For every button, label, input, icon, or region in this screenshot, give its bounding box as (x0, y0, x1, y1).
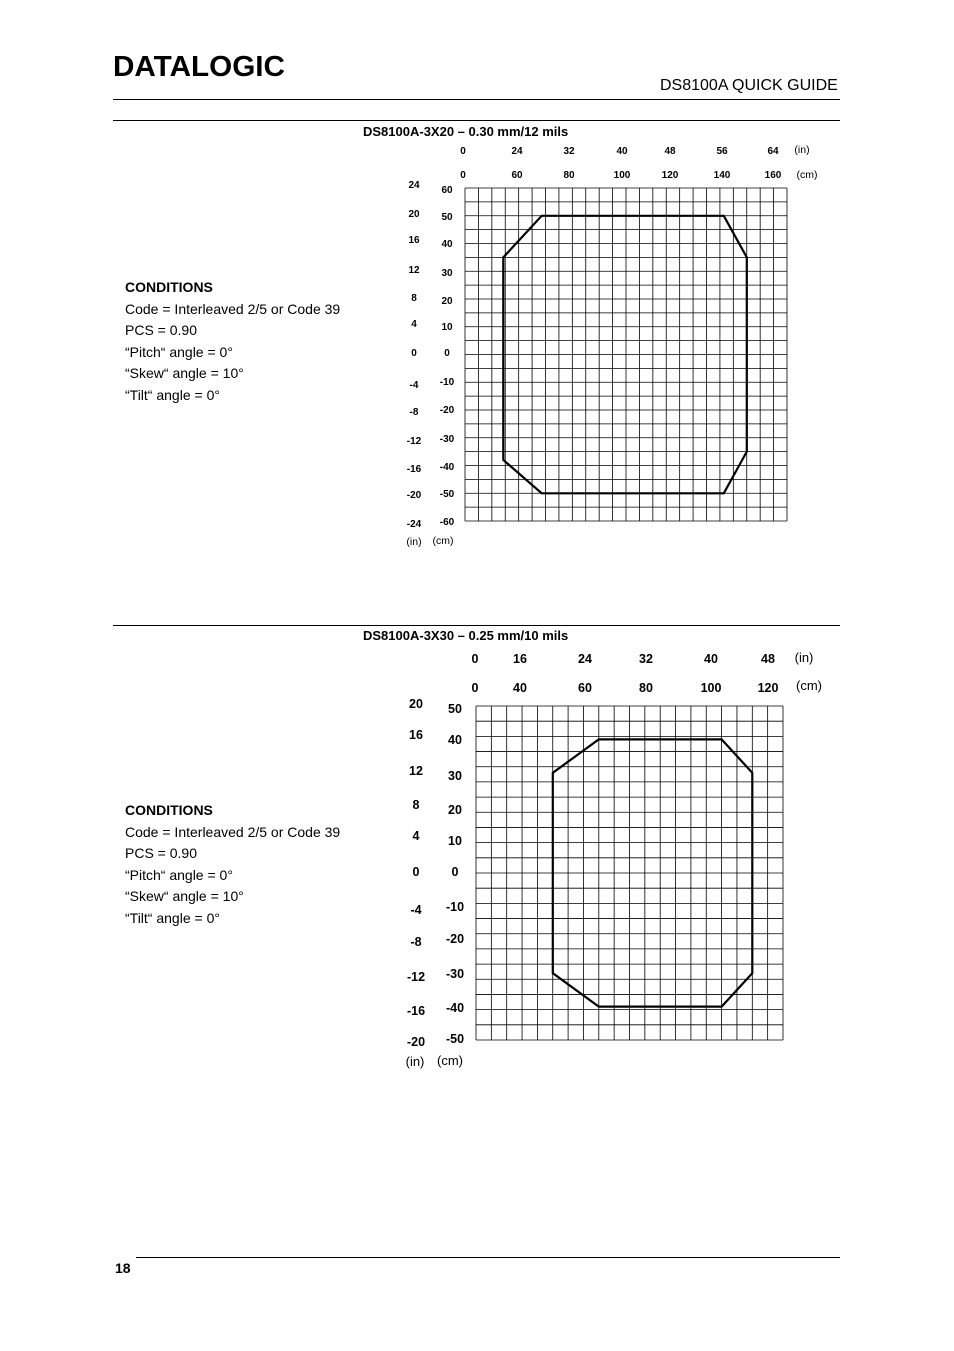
y-tick-label-cm: -30 (445, 967, 465, 981)
y-tick-label-in: 12 (408, 265, 420, 276)
y-tick-label-in: 4 (412, 829, 420, 843)
x-unit-cm: (cm) (796, 678, 822, 693)
y-unit-cm: (cm) (432, 535, 454, 547)
x-tick-label-in: 48 (664, 146, 676, 157)
condition-tilt: “Tilt“ angle = 0° (125, 386, 220, 403)
x-tick-label-in: 0 (471, 652, 479, 666)
y-tick-label-in: -12 (406, 436, 422, 447)
y-tick-label-in: 0 (412, 865, 420, 879)
x-tick-label-cm: 80 (563, 170, 575, 181)
y-tick-label-cm: 30 (441, 268, 453, 279)
y-tick-label-cm: 30 (448, 769, 462, 783)
y-tick-label-in: 0 (411, 348, 417, 359)
x-tick-label-cm: 60 (511, 170, 523, 181)
document-title: DS8100A QUICK GUIDE (660, 77, 838, 94)
y-tick-label-cm: -60 (439, 517, 455, 528)
x-tick-label-cm: 120 (661, 170, 679, 181)
y-tick-label-cm: 0 (451, 865, 459, 879)
y-tick-label-cm: -30 (439, 434, 455, 445)
x-tick-label-in: 40 (704, 652, 718, 666)
x-tick-label-in: 16 (513, 652, 527, 666)
x-tick-label-cm: 100 (700, 681, 722, 695)
y-tick-label-cm: 20 (441, 296, 453, 307)
y-tick-label-cm: 0 (444, 348, 450, 359)
x-tick-label-cm: 40 (513, 681, 527, 695)
y-tick-label-in: -8 (409, 407, 419, 418)
y-tick-label-cm: -40 (445, 1001, 465, 1015)
x-tick-label-cm: 0 (460, 170, 466, 181)
y-unit-in: (in) (405, 1054, 425, 1069)
y-tick-label-cm: -20 (439, 405, 455, 416)
y-tick-label-in: 20 (408, 209, 420, 220)
y-tick-label-in: 12 (409, 764, 423, 778)
y-unit-cm: (cm) (437, 1053, 463, 1068)
x-tick-label-in: 40 (616, 146, 628, 157)
y-tick-label-in: -8 (410, 935, 422, 949)
y-tick-label-cm: 10 (441, 322, 453, 333)
x-tick-label-in: 56 (716, 146, 728, 157)
y-tick-label-in: 8 (411, 293, 417, 304)
condition-code: Code = Interleaved 2/5 or Code 39 (125, 300, 341, 317)
y-tick-label-in: -24 (406, 519, 422, 530)
x-unit-in: (in) (794, 650, 814, 665)
x-tick-label-in: 32 (639, 652, 653, 666)
x-tick-label-in: 32 (563, 146, 575, 157)
chart-2-title: DS8100A-3X30 – 0.25 mm/10 mils (363, 628, 569, 643)
x-tick-label-cm: 80 (639, 681, 653, 695)
condition-skew: “Skew“ angle = 10° (125, 365, 244, 381)
conditions-heading: CONDITIONS (125, 802, 213, 818)
x-tick-label-in: 0 (460, 146, 466, 157)
chart-1-title: DS8100A-3X20 – 0.30 mm/12 mils (363, 124, 569, 139)
condition-pitch: “Pitch“ angle = 0° (125, 343, 233, 360)
page-number: 18 (115, 1260, 131, 1276)
x-tick-label-cm: 140 (713, 170, 731, 181)
brand-wordmark: DATALOGIC (113, 51, 286, 80)
y-tick-label-in: -4 (409, 380, 419, 391)
y-tick-label-cm: 20 (448, 803, 462, 817)
y-tick-label-cm: 50 (448, 702, 462, 716)
y-tick-label-in: -12 (406, 970, 426, 984)
x-tick-label-cm: 160 (764, 170, 782, 181)
y-tick-label-cm: -10 (439, 377, 455, 388)
condition-pitch: “Pitch“ angle = 0° (125, 866, 233, 883)
y-tick-label-in: -16 (406, 464, 422, 475)
y-tick-label-cm: -50 (445, 1032, 465, 1046)
y-tick-label-cm: -40 (439, 462, 455, 473)
x-unit-cm: (cm) (796, 169, 818, 181)
x-tick-label-cm: 0 (471, 681, 479, 695)
condition-pcs: PCS = 0.90 (125, 322, 197, 338)
y-tick-label-in: 8 (412, 798, 420, 812)
y-tick-label-cm: -50 (439, 489, 455, 500)
x-tick-label-in: 24 (578, 652, 592, 666)
y-tick-label-cm: 40 (441, 239, 453, 250)
x-tick-label-in: 24 (511, 146, 523, 157)
y-tick-label-in: -4 (410, 903, 422, 917)
y-tick-label-in: 24 (408, 180, 420, 191)
y-tick-label-cm: 40 (448, 733, 462, 747)
condition-skew: “Skew“ angle = 10° (125, 888, 244, 904)
condition-tilt: “Tilt“ angle = 0° (125, 909, 220, 926)
y-tick-label-in: 20 (409, 697, 423, 711)
y-tick-label-in: -16 (406, 1004, 426, 1018)
y-tick-label-in: 16 (409, 728, 423, 742)
x-tick-label-in: 64 (767, 146, 779, 157)
condition-code: Code = Interleaved 2/5 or Code 39 (125, 823, 341, 840)
y-unit-in: (in) (406, 536, 422, 548)
y-tick-label-in: 16 (408, 235, 420, 246)
x-tick-label-cm: 120 (757, 681, 779, 695)
y-tick-label-in: -20 (406, 1035, 426, 1049)
y-tick-label-cm: 60 (441, 185, 453, 196)
x-tick-label-cm: 100 (613, 170, 631, 181)
y-tick-label-in: 4 (411, 319, 417, 330)
x-tick-label-cm: 60 (578, 681, 592, 695)
y-tick-label-cm: -10 (445, 900, 465, 914)
y-tick-label-in: -20 (406, 490, 422, 501)
y-tick-label-cm: 50 (441, 212, 453, 223)
conditions-heading: CONDITIONS (125, 279, 213, 295)
x-unit-in: (in) (794, 144, 810, 156)
condition-pcs: PCS = 0.90 (125, 845, 197, 861)
y-tick-label-cm: 10 (448, 834, 462, 848)
x-tick-label-in: 48 (761, 652, 775, 666)
y-tick-label-cm: -20 (445, 932, 465, 946)
footer-divider (136, 1257, 840, 1258)
